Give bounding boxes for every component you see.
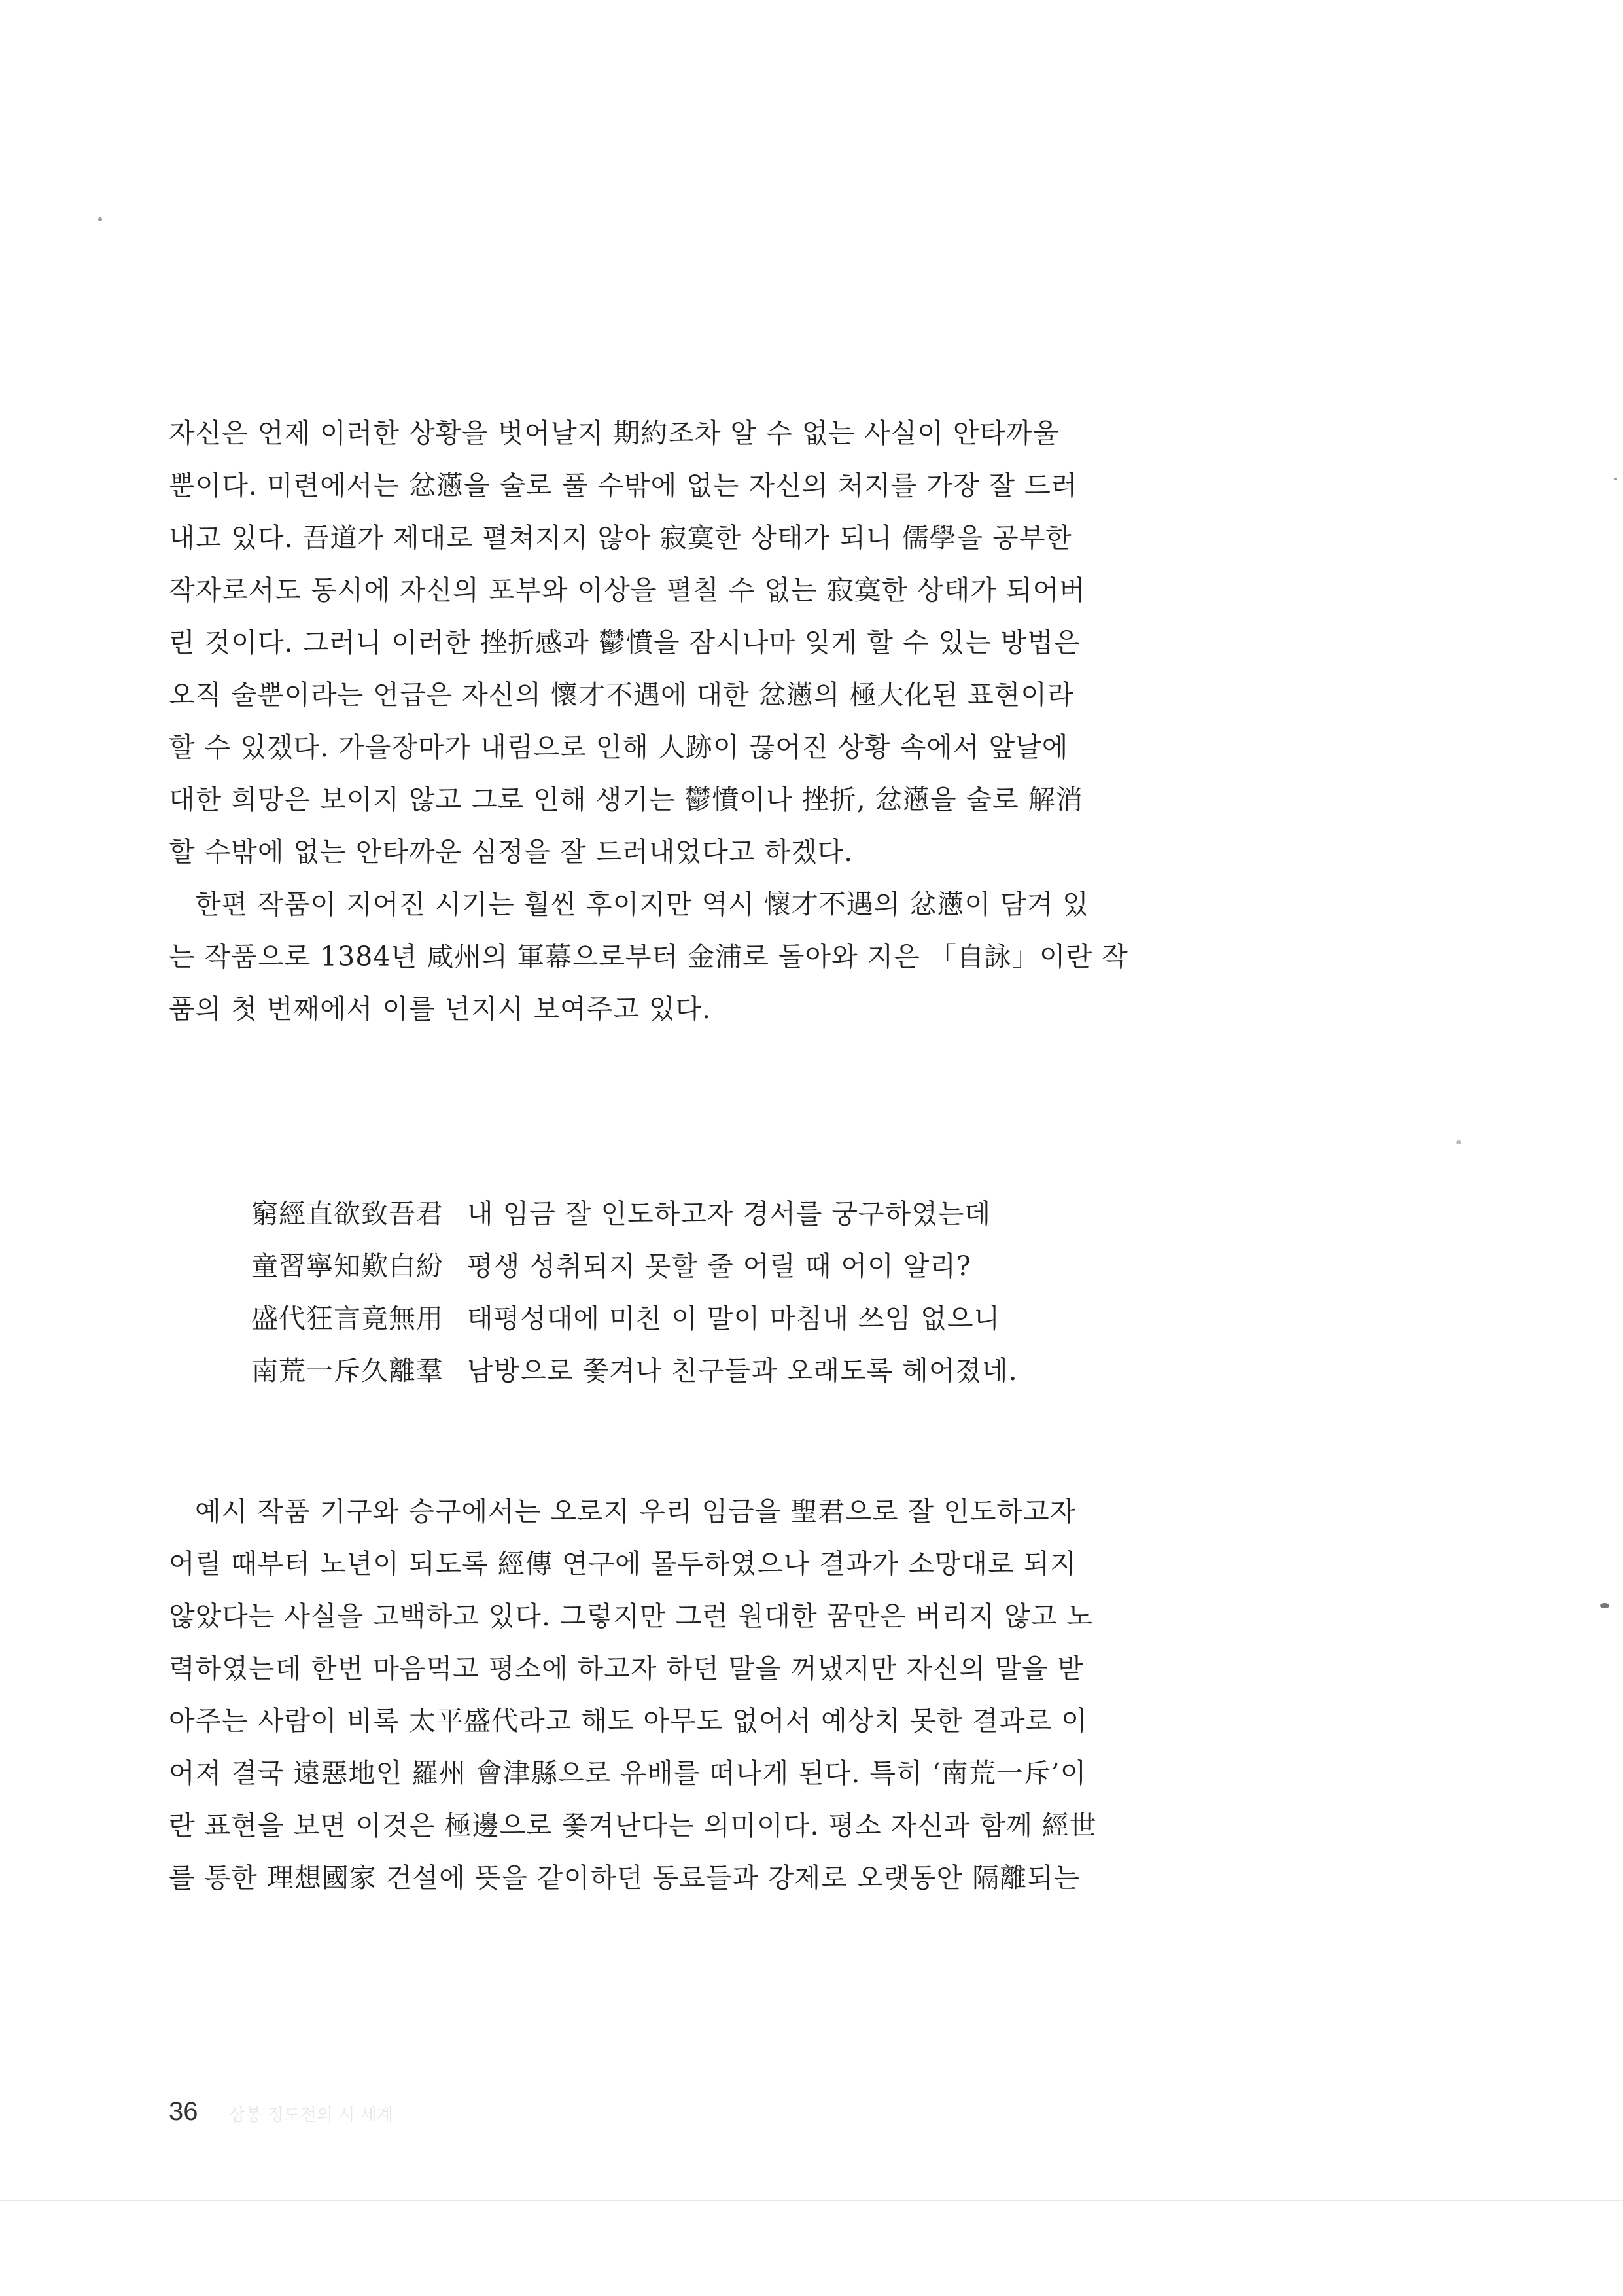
poem-translation: 태평성대에 미친 이 말이 마침내 쓰임 없으니 bbox=[467, 1303, 1001, 1334]
text-line: 란 표현을 보면 이것은 極邊으로 쫓겨난다는 의미이다. 평소 자신과 함께 經世 bbox=[169, 1810, 1097, 1841]
text-line: 할 수밖에 없는 안타까운 심정을 잘 드러내었다고 하겠다. bbox=[169, 836, 854, 868]
scan-speck bbox=[98, 217, 102, 221]
poem-original: 盛代狂言竟無用 bbox=[251, 1303, 444, 1334]
poem-line bbox=[251, 1240, 1018, 1292]
poem-translation: 내 임금 잘 인도하고자 경서를 궁구하였는데 bbox=[467, 1198, 992, 1229]
paragraph-2 bbox=[169, 878, 1223, 1035]
text-line: 아주는 사람이 비록 太平盛代라고 해도 아무도 없어서 예상치 못한 결과로 이 bbox=[169, 1705, 1088, 1737]
body-text-lower bbox=[169, 1485, 1223, 1904]
text-line: 뿐이다. 미련에서는 忿懣을 술로 풀 수밖에 없는 자신의 처지를 가장 잘 드러 bbox=[169, 470, 1078, 501]
scan-speck bbox=[1614, 478, 1617, 480]
text-line: 한편 작품이 지어진 시기는 훨씬 후이지만 역시 懷才不遇의 忿懣이 담겨 있 bbox=[195, 889, 1089, 920]
text-line: 않았다는 사실을 고백하고 있다. 그렇지만 그런 원대한 꿈만은 버리지 않고 노 bbox=[169, 1600, 1094, 1632]
text-line: 는 작품으로 1384년 咸州의 軍幕으로부터 金浦로 돌아와 지은 「自詠」이란 작 bbox=[169, 941, 1128, 972]
text-line: 내고 있다. 吾道가 제대로 펼쳐지지 않아 寂寞한 상태가 되니 儒學을 공부한 bbox=[169, 522, 1072, 554]
scan-edge-line bbox=[0, 2200, 1623, 2201]
scan-speck bbox=[1600, 1603, 1609, 1608]
scan-speck bbox=[1456, 1140, 1461, 1144]
paragraph-1 bbox=[169, 407, 1223, 878]
page-number: 36 bbox=[169, 2097, 198, 2126]
poem-translation: 남방으로 쫓겨나 친구들과 오래도록 헤어졌네. bbox=[467, 1355, 1018, 1386]
poem-translation: 평생 성취되지 못할 줄 어릴 때 어이 알리? bbox=[467, 1250, 971, 1282]
text-line: 력하였는데 한번 마음먹고 평소에 하고자 하던 말을 꺼냈지만 자신의 말을 받 bbox=[169, 1653, 1085, 1684]
text-line: 린 것이다. 그러니 이러한 挫折感과 鬱憤을 잠시나마 잊게 할 수 있는 방법은 bbox=[169, 627, 1081, 658]
running-footer: 삼봉 정도전의 시 세계 bbox=[229, 2106, 393, 2125]
body-text-upper bbox=[169, 407, 1223, 1035]
text-line: 어져 결국 遠惡地인 羅州 會津縣으로 유배를 떠나게 된다. 특히 ‘南荒一斥’이 bbox=[169, 1757, 1087, 1789]
text-line: 예시 작품 기구와 승구에서는 오로지 우리 임금을 聖君으로 잘 인도하고자 bbox=[195, 1496, 1077, 1527]
text-line: 오직 술뿐이라는 언급은 자신의 懷才不遇에 대한 忿懣의 極大化된 표현이라 bbox=[169, 679, 1074, 711]
text-line: 작자로서도 동시에 자신의 포부와 이상을 펼칠 수 없는 寂寞한 상태가 되어버 bbox=[169, 574, 1086, 606]
poem-block bbox=[251, 1188, 1018, 1397]
poem-original: 窮經直欲致吾君 bbox=[251, 1198, 444, 1229]
paragraph-3 bbox=[169, 1485, 1223, 1904]
text-line: 할 수 있겠다. 가을장마가 내림으로 인해 人跡이 끊어진 상황 속에서 앞날에 bbox=[169, 732, 1069, 763]
poem-line bbox=[251, 1188, 1018, 1240]
poem-original: 南荒一斥久離羣 bbox=[251, 1355, 444, 1386]
poem-line bbox=[251, 1345, 1018, 1397]
poem-line bbox=[251, 1292, 1018, 1345]
text-line: 품의 첫 번째에서 이를 넌지시 보여주고 있다. bbox=[169, 993, 712, 1025]
text-line: 어릴 때부터 노년이 되도록 經傳 연구에 몰두하였으나 결과가 소망대로 되지 bbox=[169, 1548, 1077, 1580]
text-line: 대한 희망은 보이지 않고 그로 인해 생기는 鬱憤이나 挫折, 忿懣을 술로 解消 bbox=[169, 784, 1083, 815]
poem-original: 童習寧知歎白紛 bbox=[251, 1250, 444, 1282]
text-line: 를 통한 理想國家 건설에 뜻을 같이하던 동료들과 강제로 오랫동안 隔離되는 bbox=[169, 1862, 1081, 1894]
text-line: 자신은 언제 이러한 상황을 벗어날지 期約조차 알 수 없는 사실이 안타까울 bbox=[169, 417, 1060, 449]
